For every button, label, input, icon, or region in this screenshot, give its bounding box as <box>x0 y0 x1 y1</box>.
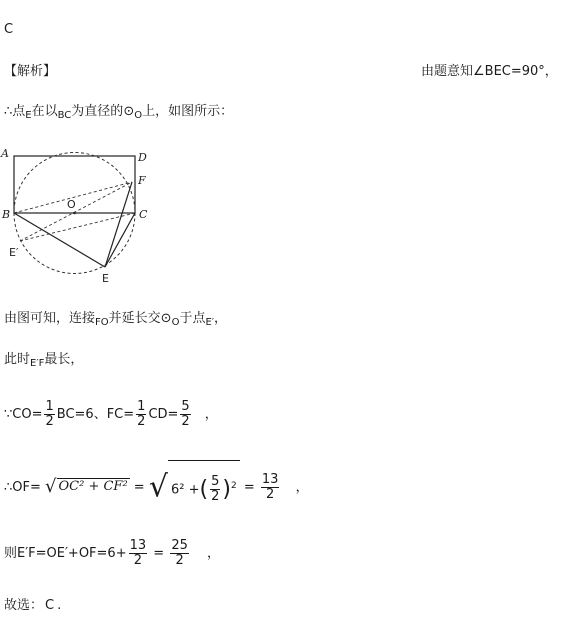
text: 此时 <box>4 352 31 367</box>
text: ， <box>204 407 218 422</box>
line-point-on-circle <box>4 104 233 124</box>
line-ef-result <box>4 536 220 572</box>
label-o: O <box>67 198 76 211</box>
radical-sign: √ <box>148 469 168 505</box>
line-given-lengths <box>4 397 218 433</box>
label-b: B <box>2 208 11 221</box>
text: BC=6、FC= <box>56 407 135 422</box>
text: = <box>133 480 145 496</box>
label-c: C <box>139 208 148 221</box>
text: = <box>243 480 255 496</box>
radicand <box>168 460 240 515</box>
numerator: 13 <box>129 538 147 553</box>
text: 最长， <box>44 352 84 367</box>
text: ∴点 <box>4 104 26 119</box>
analysis-tag: 【解析】 <box>4 64 57 79</box>
denominator: 2 <box>170 553 189 568</box>
radicand: OC² + CF² <box>58 479 128 495</box>
numerator: 1 <box>45 399 54 414</box>
text: = <box>153 546 165 561</box>
label-a: A <box>1 147 9 160</box>
line-longest <box>4 352 83 372</box>
sqrt-oc-cf <box>45 462 130 513</box>
segment-bc: BC <box>57 110 72 121</box>
text: 6² + <box>170 482 200 498</box>
numerator: 5 <box>211 474 220 490</box>
numerator: 25 <box>171 538 188 553</box>
point-e-prime: E′ <box>205 317 215 328</box>
text: 并延长交 <box>108 311 161 326</box>
text: 则E′F=OE′+OF=6+ <box>4 546 127 561</box>
denominator: 2 <box>45 414 54 429</box>
center-o: O <box>134 110 143 121</box>
fraction-half <box>44 400 54 429</box>
fraction-twentyfive-halves <box>170 539 189 568</box>
line-final-answer <box>4 598 61 614</box>
numerator: 5 <box>181 399 190 414</box>
text: ， <box>295 480 309 496</box>
dashed-line-ef <box>20 182 132 241</box>
answer-choice: C <box>45 598 55 613</box>
text: 在以 <box>31 104 58 119</box>
label-d: D <box>138 151 147 164</box>
denominator: 2 <box>211 489 220 505</box>
text: 为直径的 <box>71 104 124 119</box>
point-e: E <box>25 110 32 121</box>
denominator: 2 <box>137 414 146 429</box>
denominator: 2 <box>129 553 148 568</box>
text: ∵CO= <box>4 407 43 422</box>
text: 上，如图所示： <box>142 104 234 119</box>
fraction-thirteen-halves <box>129 539 148 568</box>
numerator: 1 <box>137 399 146 414</box>
text: . <box>57 598 62 613</box>
circle-symbol: ⊙ <box>160 311 172 326</box>
label-f: F <box>138 174 146 187</box>
fraction-result <box>261 473 280 502</box>
text: 由图可知，连接 <box>4 311 96 326</box>
fraction-five-halves <box>210 475 220 504</box>
denominator: 2 <box>181 414 190 429</box>
radical-sign: √ <box>45 476 57 498</box>
answer-letter: C <box>4 22 14 37</box>
center-o: O <box>171 317 180 328</box>
label-e: E <box>102 272 109 285</box>
exponent: 2 <box>230 481 237 491</box>
text: CD= <box>148 407 179 422</box>
line-be <box>14 213 105 267</box>
paren: ( <box>199 476 209 502</box>
sqrt-expression <box>149 460 240 515</box>
text: ， <box>207 546 221 561</box>
paren: ) <box>222 476 231 502</box>
text: ， <box>214 311 228 326</box>
text: 故选： <box>4 598 44 613</box>
segment-fo: FO <box>95 317 109 328</box>
circle-symbol: ⊙ <box>123 104 135 119</box>
text: 于点 <box>179 311 206 326</box>
given-condition: 由题意知∠BEC=90°， <box>421 64 558 79</box>
center-dot <box>73 212 76 215</box>
fraction-half <box>136 400 146 429</box>
numerator: 13 <box>261 472 279 488</box>
fraction-five-halves <box>180 400 190 429</box>
label-e-prime: E′ <box>9 246 19 259</box>
line-connect-fo <box>4 311 227 331</box>
segment-ef: E′F <box>30 358 45 369</box>
line-of-length <box>4 460 309 510</box>
denominator: 2 <box>261 487 280 502</box>
geometry-figure <box>0 145 170 290</box>
text: ∴OF= <box>4 480 41 496</box>
